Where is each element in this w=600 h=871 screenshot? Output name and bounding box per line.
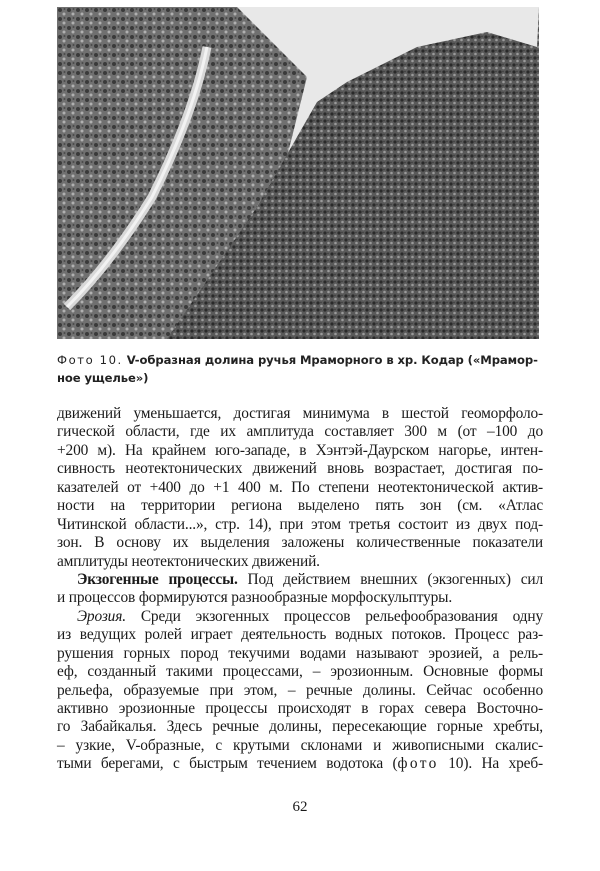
body-text [57,405,543,774]
text-line: движений уменьшается, достигая минимума в шестой геоморфоло- [57,405,543,422]
text-line: активно эрозионные процессы происходят в горах севера Восточно- [57,700,543,717]
text-line: амплитуды неотектонических движений. [57,552,320,570]
text-line: казателей от +400 до +1 400 м. По степени неотектонической актив- [57,478,543,496]
text-line: сивность неотектонических движений вновь возрастает, достигая по- [57,460,543,478]
mountain-valley-photo [57,7,539,339]
text-line: Читинской области...», стр. 14), при этом третья состоит из двух под- [57,515,543,533]
text-line: +200 м). На крайнем юго-западе, в Хэнтэй-Даурском нагорье, интен- [57,441,543,459]
text-line: – узкие, V-образные, с крутыми склонами и живописными скалис- [57,736,543,754]
text-line: из ведущих ролей играет деятельность водных потоков. Процесс раз- [57,626,543,644]
text-line: и процессов формируются разнообразные морфоскульптуры. [57,589,453,607]
text-line: рельефа, образуемые при этом, – речные долины. Сейчас особенно [57,681,543,699]
text-line: рушения горных пород текучими водами называют эрозией, а рель- [57,644,543,662]
text-line-erosion [57,608,543,626]
caption-text-line2: ное ущелье») [57,371,149,385]
text-line: гической области, где их амплитуда составляет 300 м (от –100 до [57,423,543,441]
text-line: го Забайкалья. Здесь речные долины, пересекающие горные хребты, [57,718,543,736]
text-segment: Среди экзогенных процессов рельефообразования одну [125,607,543,625]
text-line: еф, созданный такими процессами, – эрозионным. Основные формы [57,663,543,681]
photo-reference: фото [397,755,439,773]
valley-illustration [57,7,539,339]
text-line-photo-ref [57,755,543,773]
page-number: 62 [292,799,308,815]
subsection-heading-erosion: Эрозия. [77,607,126,625]
text-segment: 10). На хреб- [438,755,543,773]
photo-caption [57,351,543,387]
section-heading-exogenous: Экзогенные процессы. [77,570,238,588]
text-line-exogenous [57,571,543,589]
caption-text-line1: V-образная долина ручья Мраморного в хр. Кодар («Мрамор- [122,353,538,367]
caption-label: Фото 10. [57,353,123,367]
text-segment: Под действием внешних (экзогенных) сил [237,570,543,588]
text-line: зон. В основу их выделения заложены количественные показатели [57,534,543,552]
text-line: ности на территории региона выделено пять зон (см. «Атлас [57,497,543,515]
text-segment: тыми берегами, с быстрым течением водотока ( [57,755,398,773]
